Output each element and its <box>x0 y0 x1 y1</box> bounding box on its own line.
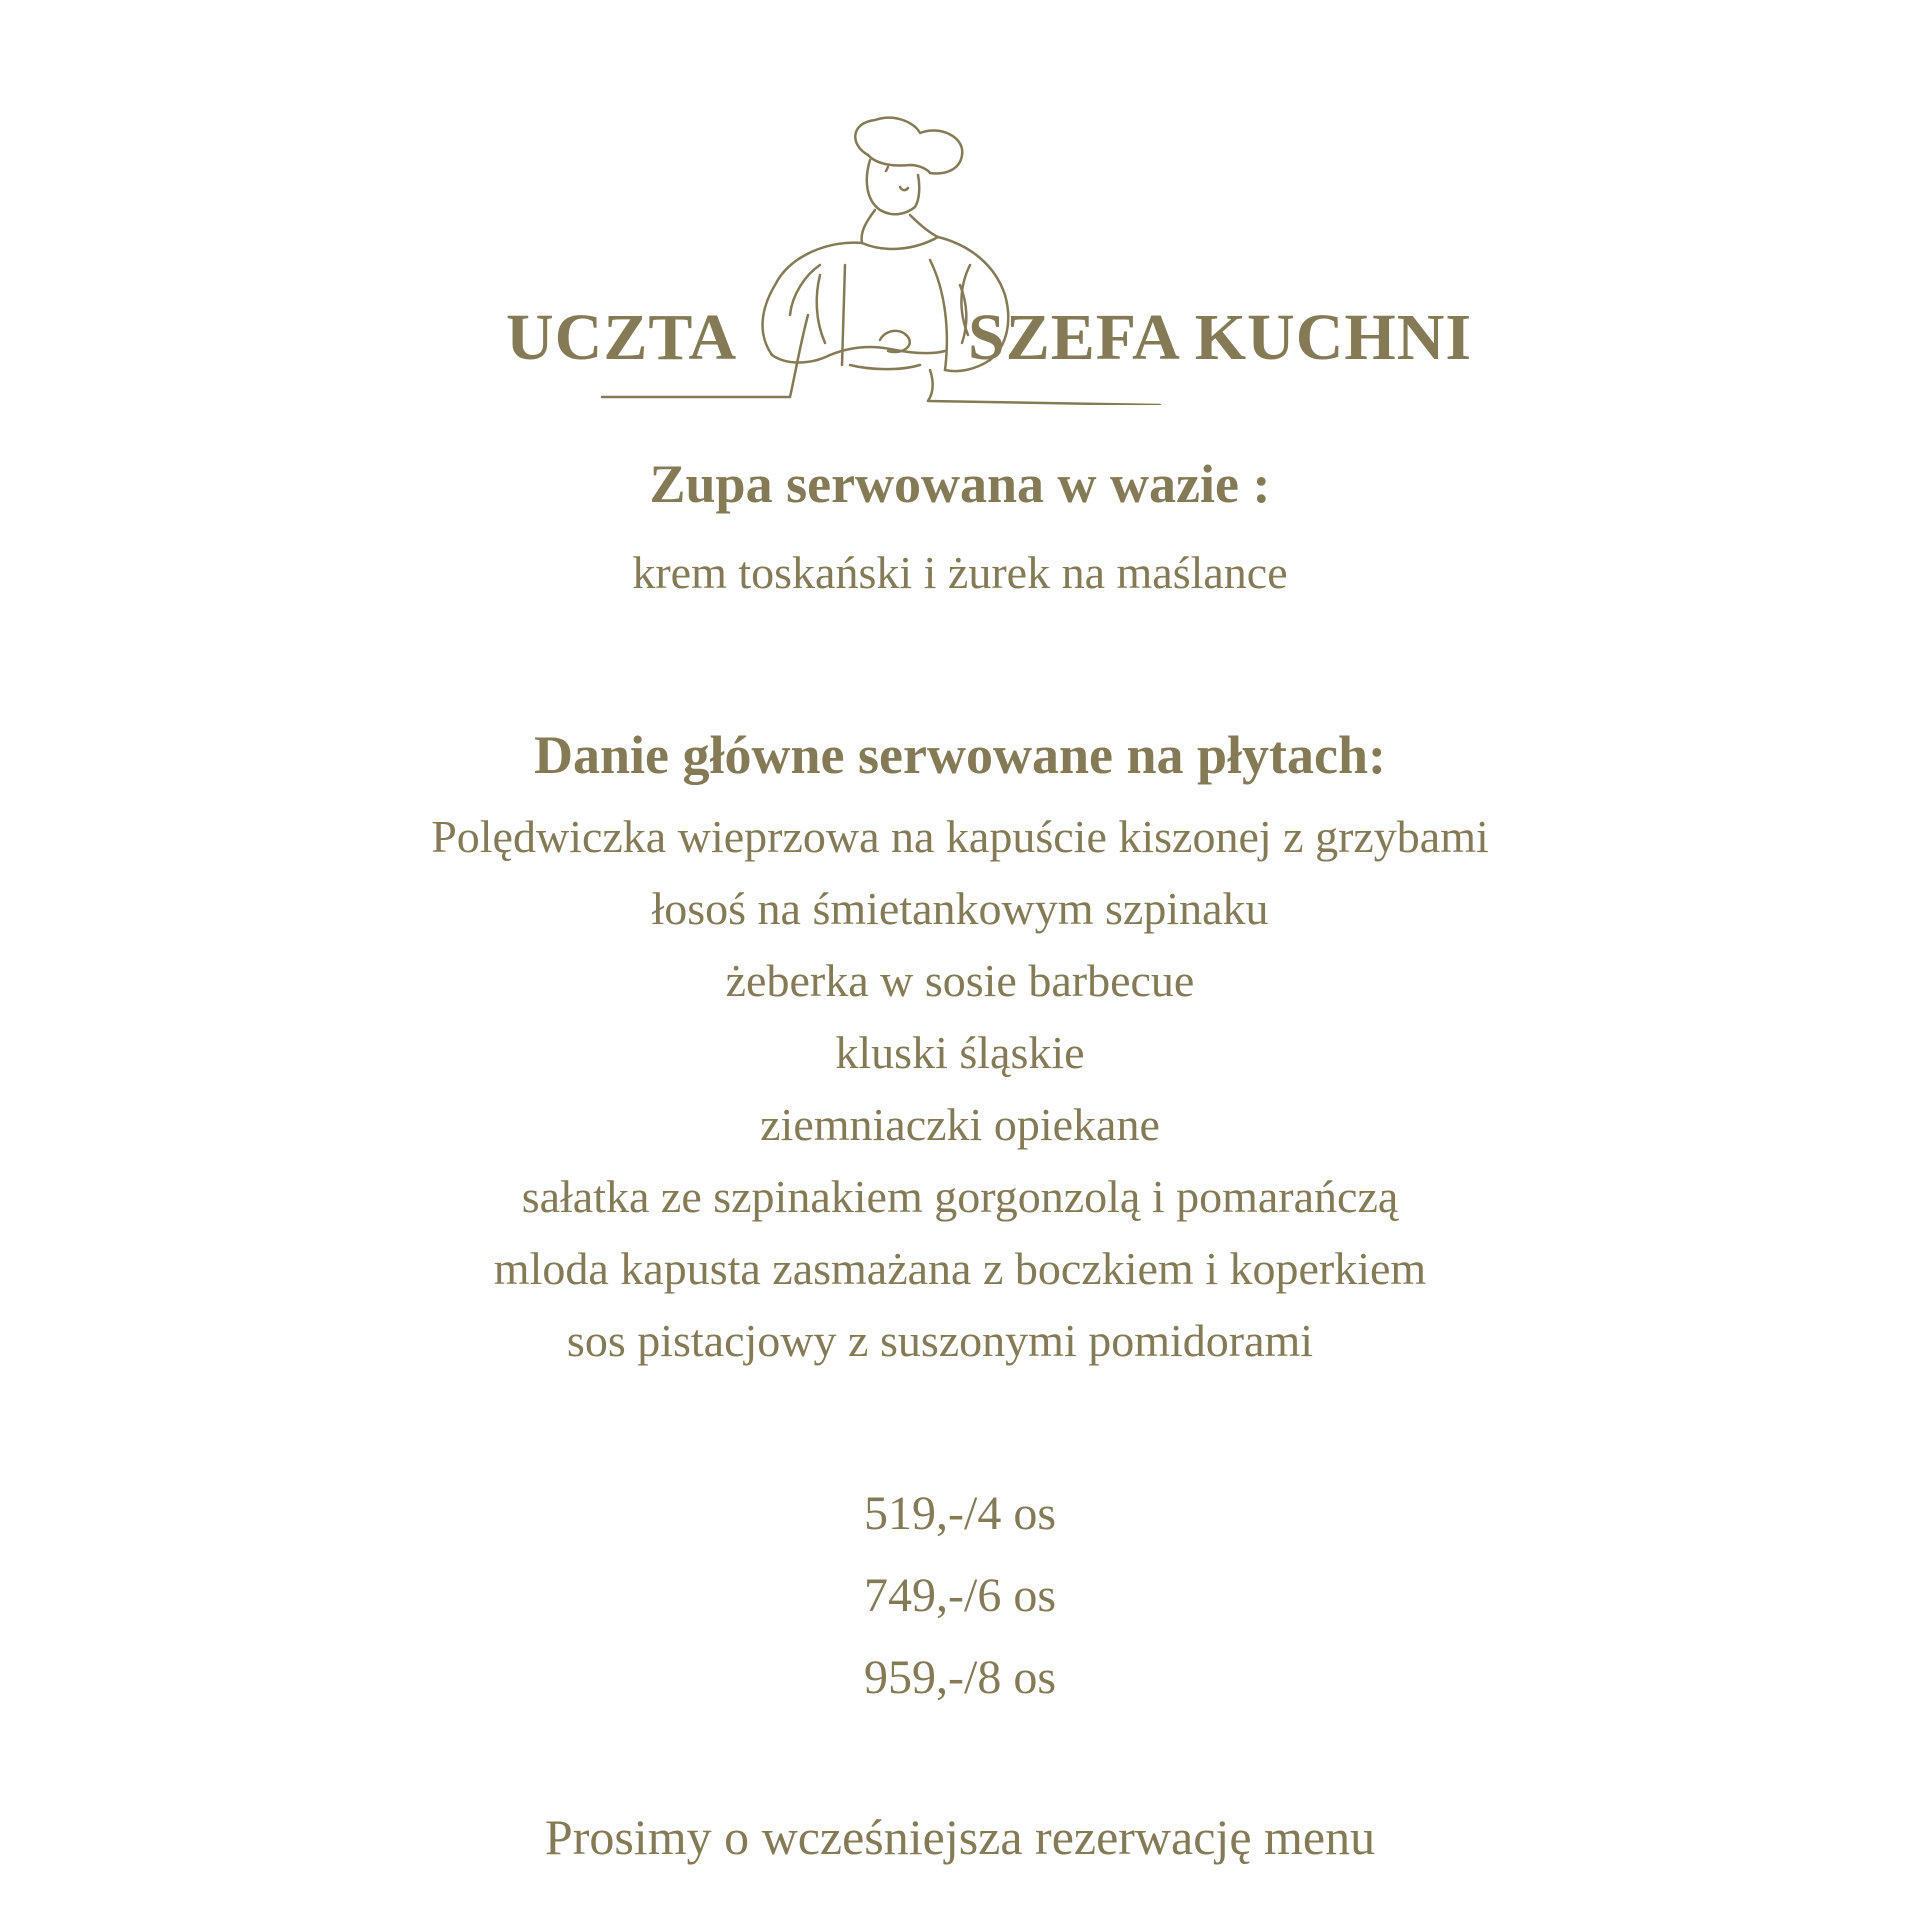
restaurant-logo <box>490 115 1490 405</box>
price-option: 749,-/6 os <box>864 1569 1056 1622</box>
main-course-item: żeberka w sosie barbecue <box>725 955 1195 1006</box>
logo-word-left: UCZTA <box>506 301 738 374</box>
soup-description: krem toskański i żurek na maślance <box>632 547 1288 598</box>
main-course-item: sos pistacjowy z suszonymi pomidorami <box>566 1315 1314 1366</box>
main-course-item: sałatka ze szpinakiem gorgonzolą i pomarańczą <box>521 1171 1399 1222</box>
main-course-item: ziemniaczki opiekane <box>760 1099 1160 1150</box>
main-course-heading: Danie główne serwowane na płytach: <box>534 725 1386 785</box>
main-course-item: kluski śląskie <box>835 1027 1085 1078</box>
price-option: 519,-/4 os <box>864 1487 1056 1540</box>
reservation-note: Prosimy o wcześniejsza rezerwację menu <box>544 1809 1376 1865</box>
price-option: 959,-/8 os <box>864 1651 1056 1704</box>
logo-word-right: SZEFA KUCHNI <box>968 301 1473 374</box>
main-course-item: mloda kapusta zasmażana z boczkiem i koperkiem <box>493 1243 1427 1294</box>
main-course-item: łosoś na śmietankowym szpinaku <box>651 883 1269 934</box>
soup-heading: Zupa serwowana w wazie : <box>649 454 1271 514</box>
main-course-item: Polędwiczka wieprzowa na kapuście kiszonej z grzybami <box>431 811 1489 862</box>
